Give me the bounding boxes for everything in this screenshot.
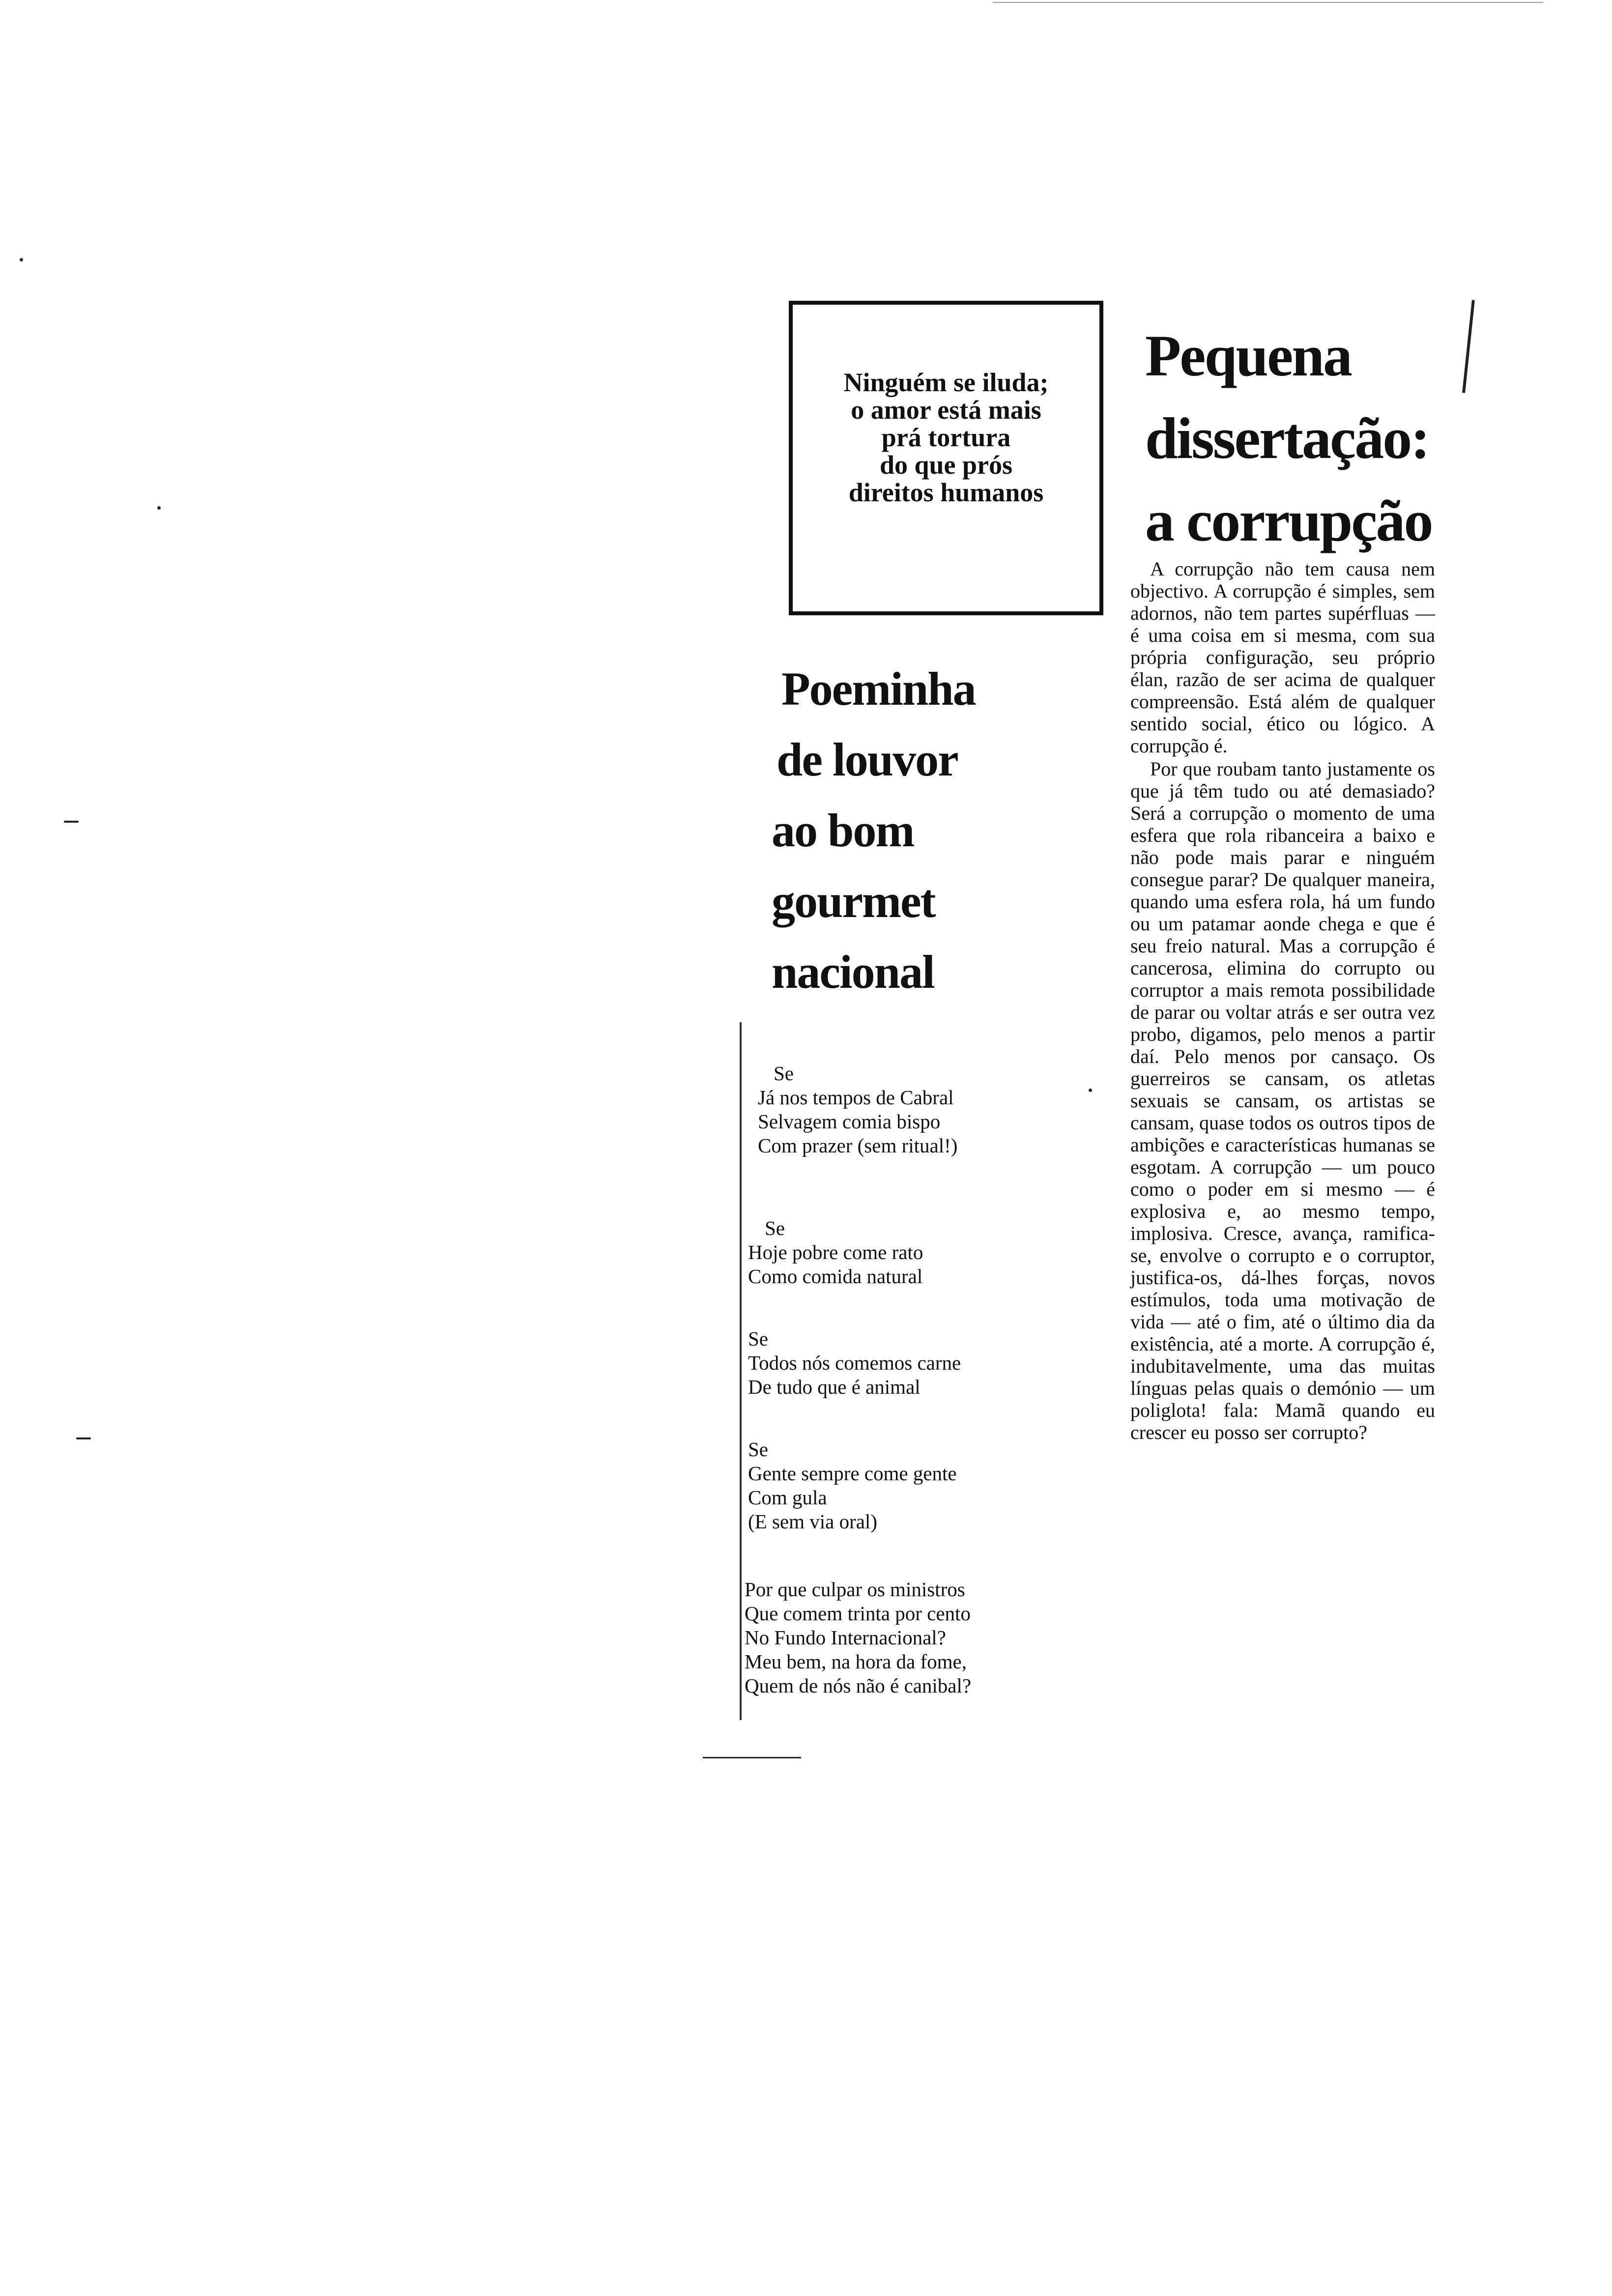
poem-line: Selvagem comia bispo xyxy=(758,1110,941,1133)
article-body xyxy=(1130,558,1435,1443)
poem-line: Como comida natural xyxy=(748,1265,923,1288)
poem-line: Meu bem, na hora da fome, xyxy=(745,1650,967,1673)
article-paragraph: Por que roubam tanto justamente os que já têm tudo ou até demasiado? Será a corrupção o momento de uma esfera que rola ribanceira a baixo e não pode mais parar e ninguém consegue parar? De qualquer maneira, quando uma esfera rola, há um fundo ou um patamar aonde chega e que é seu freio natural. Mas a corrupção é cancerosa, elimina do corrupto ou corruptor a mais remota possibilidade de parar ou voltar atrás e ser outra vez probo, digamos, pelo menos a partir daí. Pelo menos por cansaço. Os guerreiros se cansam, os atletas sexuais se cansam, os artistas se cansam, quase todos os outros tipos de ambições e características humanas se esgotam. A corrupção — um pouco como o poder em si mesmo — é explosiva e, ao mesmo tempo, implosiva. Cresce, avança, ramifica-se, envolve o corrupto e o corruptor, justifica-os, dá-lhes forças, novos estímulos, toda uma motivação de vida — até o fim, até o último dia da existência, até a morte. A corrupção é, indubitavelmente, uma das muitas línguas pelas quais o demónio — um poliglota! fala: Mamã quando eu crescer eu posso ser corrupto? xyxy=(1130,758,1435,1443)
poem-stanza xyxy=(745,1578,1049,1698)
quote-line: Ninguém se iluda; xyxy=(843,368,1049,397)
poem-line: Se xyxy=(748,1438,768,1461)
scan-edge-line-top xyxy=(993,2,1543,3)
scan-speck xyxy=(64,821,79,823)
poem-line: Já nos tempos de Cabral xyxy=(758,1086,954,1109)
scan-speck xyxy=(1089,1089,1092,1092)
poem-line: Que comem trinta por cento xyxy=(745,1602,971,1625)
poem-line: Quem de nós não é canibal? xyxy=(745,1674,972,1697)
poem-title-line: ao bom xyxy=(772,804,914,857)
article-title-line: a corrupção xyxy=(1145,488,1432,553)
scan-speck xyxy=(20,258,23,261)
poem-line: Se xyxy=(774,1062,794,1085)
poem-line: Com gula xyxy=(748,1486,827,1509)
poem-title xyxy=(772,654,1027,1007)
quote-line: prá tortura xyxy=(881,423,1011,452)
poem-line: Por que culpar os ministros xyxy=(745,1578,965,1601)
quote-line: o amor está mais xyxy=(851,395,1041,425)
poem-title-line: de louvor xyxy=(777,733,958,786)
poem-line: Hoje pobre come rato xyxy=(748,1241,923,1263)
quote-box xyxy=(789,301,1103,615)
article-title xyxy=(1145,315,1519,562)
article-title-line: Pequena xyxy=(1145,323,1352,388)
poem-line: Gente sempre come gente xyxy=(748,1462,957,1485)
scan-edge-line-bottom xyxy=(703,1757,801,1758)
scan-speck xyxy=(76,1437,91,1439)
poem-line: Todos nós comemos carne xyxy=(748,1351,961,1374)
article-paragraph: A corrupção não tem causa nem objectivo. A corrupção é simples, sem adornos, não tem partes supérfluas — é uma coisa em si mesma, com sua própria configuração, seu próprio élan, razão de ser acima de qualquer compreensão. Está além de qualquer sentido social, ético ou lógico. A corrupção é. xyxy=(1130,558,1435,757)
poem-line: (E sem via oral) xyxy=(748,1510,877,1533)
poem-stanza xyxy=(748,1437,1053,1534)
poem-title-line: gourmet xyxy=(772,875,935,927)
poem-stanza xyxy=(748,1327,1053,1399)
column-edge-mark xyxy=(740,1022,742,1720)
quote-line: do que prós xyxy=(879,450,1013,480)
poem-title-line: Poeminha xyxy=(781,662,976,715)
poem-title-line: nacional xyxy=(772,946,934,998)
article-title-line: dissertação: xyxy=(1145,405,1429,471)
quote-line: direitos humanos xyxy=(848,478,1044,507)
poem-line: Com prazer (sem ritual!) xyxy=(758,1134,958,1157)
poem-line: No Fundo Internacional? xyxy=(745,1626,946,1649)
poem-line: Se xyxy=(765,1217,785,1239)
poem-line: Se xyxy=(748,1327,768,1350)
quote-text xyxy=(793,369,1099,506)
scan-speck xyxy=(157,506,161,510)
poem-stanza xyxy=(748,1062,1053,1158)
poem-stanza xyxy=(748,1216,1053,1289)
poem-line: De tudo que é animal xyxy=(748,1376,921,1398)
